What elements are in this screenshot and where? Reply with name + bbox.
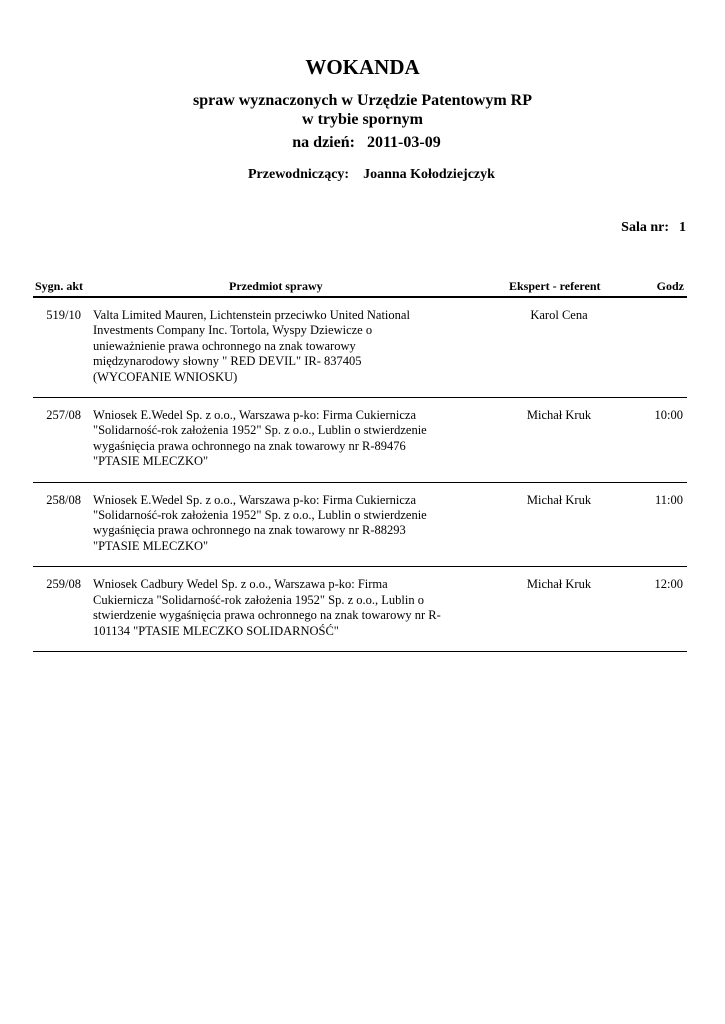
subject-line: unieważnienie prawa ochronnego na znak towarowy xyxy=(93,338,356,353)
subject-line: "Solidarność-rok założenia 1952" Sp. z o.o., Lublin o stwierdzenie xyxy=(93,423,427,438)
column-header-subject: Przedmiot sprawy xyxy=(229,279,323,293)
subject-line: 101134 "PTASIE MLECZKO SOLIDARNOŚĆ" xyxy=(93,623,339,638)
case-number: 519/10 xyxy=(46,308,81,322)
subject-line: Wniosek E.Wedel Sp. z o.o., Warszawa p-ko: Firma Cukiernicza xyxy=(93,492,417,507)
table-header xyxy=(33,276,687,298)
subject-line: międzynarodowy słowny " RED DEVIL" IR- 837405 xyxy=(93,354,362,369)
case-subject xyxy=(93,398,463,482)
column-header-time: Godz xyxy=(656,279,684,293)
subject-line: "PTASIE MLECZKO" xyxy=(93,454,209,469)
subject-line: Valta Limited Mauren, Lichtenstein przeciwko United National xyxy=(93,308,410,322)
case-expert: Michał Kruk xyxy=(526,577,592,592)
case-number: 257/08 xyxy=(46,408,81,423)
table-row xyxy=(33,398,687,483)
session-date xyxy=(0,133,725,153)
subject-line: stwierdzenie wygaśnięcia prawa ochronnego na znak towarowy nr R- xyxy=(93,608,441,623)
cases-table xyxy=(33,276,687,652)
case-time: 10:00 xyxy=(654,408,683,423)
room-label: Sala nr: xyxy=(621,220,669,235)
case-time: 12:00 xyxy=(654,577,683,592)
subject-line: wygaśnięcia prawa ochronnego na znak towarowy nr R-88293 xyxy=(93,523,406,538)
case-expert: Michał Kruk xyxy=(526,492,592,507)
case-subject xyxy=(93,483,463,567)
chairperson xyxy=(248,166,495,184)
chair-label: Przewodniczący: xyxy=(248,167,350,182)
subject-line: "Solidarność-rok założenia 1952" Sp. z o.o., Lublin o stwierdzenie xyxy=(93,508,427,523)
document-title: WOKANDA xyxy=(305,55,420,79)
case-time: 11:00 xyxy=(654,492,683,507)
subject-line: "PTASIE MLECZKO" xyxy=(93,538,209,553)
case-subject xyxy=(93,298,463,397)
subject-line: wygaśnięcia prawa ochronnego na znak towarowy nr R-89476 xyxy=(93,438,406,453)
table-row xyxy=(33,483,687,568)
subject-line: Cukiernicza "Solidarność-rok założenia 1952" Sp. z o.o., Lublin o xyxy=(93,592,424,607)
subject-line: Wniosek Cadbury Wedel Sp. z o.o., Warszawa p-ko: Firma xyxy=(93,577,388,592)
case-number: 259/08 xyxy=(46,577,81,592)
date-value: 2011-03-09 xyxy=(366,134,441,151)
room-value: 1 xyxy=(679,220,686,235)
document-subtitle-line1: spraw wyznaczonych w Urzędzie Patentowym RP xyxy=(192,92,533,109)
table-row xyxy=(33,298,687,398)
subject-line: Investments Company Inc. Tortola, Wyspy Dziewicze o xyxy=(93,323,373,338)
case-expert: Karol Cena xyxy=(530,308,588,322)
case-expert: Michał Kruk xyxy=(526,408,592,423)
column-header-expert: Ekspert - referent xyxy=(509,279,601,293)
document-subtitle-line2: w trybie spornym xyxy=(302,111,423,128)
case-number: 258/08 xyxy=(46,492,81,507)
chair-name: Joanna Kołodziejczyk xyxy=(363,167,495,182)
subject-line: (WYCOFANIE WNIOSKU) xyxy=(93,369,238,384)
case-subject xyxy=(93,567,463,651)
column-header-sygn: Sygn. akt xyxy=(35,279,84,293)
date-label: na dzień: xyxy=(292,134,355,151)
subject-line: Wniosek E.Wedel Sp. z o.o., Warszawa p-ko: Firma Cukiernicza xyxy=(93,408,417,423)
room-number xyxy=(621,219,686,237)
table-row xyxy=(33,567,687,652)
